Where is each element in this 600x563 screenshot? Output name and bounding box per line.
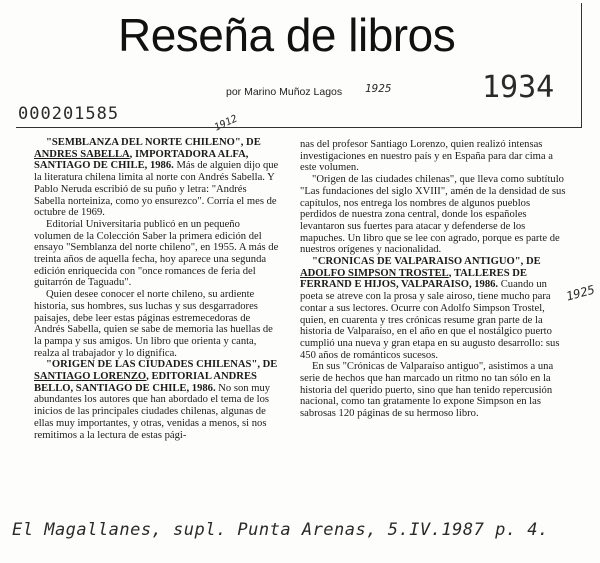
review-publisher: , IMPORTADORA ALFA, SANTIAGO DE CHILE, 1986. [34,148,249,172]
review-lorenzo [34,359,279,441]
right-column [300,139,566,420]
review-heading: "ORIGEN DE LAS CIUDADES CHILENAS", DE [46,359,278,371]
review-publisher: , TALLERES DE FERRAND E HIJOS, VALPARAISO, 1986. [300,267,527,291]
review-text: Cuando un poeta se atreve con la prosa y sale airoso, tiene mucho para contar a sus lectores. Ocurre con Adolfo Simpson Trostel, quien, en cuarenta y tres crónicas resume gran parte de la historia de Valparaíso, en el año en que el nostálgico puerto cumplió una nueva y gran etapa en su augusto desarrollo: sus 450 años de románticos sucesos. [300,279,560,361]
review-author: ANDRES SABELLA [34,148,130,160]
byline: por Marino Muñoz Lagos [226,86,343,98]
review-heading: "CRONICAS DE VALPARAISO ANTIGUO", DE [312,256,541,268]
review-author: ADOLFO SIMPSON TROSTEL [300,267,449,279]
left-column [34,137,279,441]
paragraph: nas del profesor Santiago Lorenzo, quien realizó intensas investigaciones en nuestro país y en España para dar cima a este volumen. [300,139,553,174]
paragraph: Quien desee conocer el norte chileno, su ardiente historia, sus hombres, sus luchas y sus desgarradores paisajes, debe leer estas páginas estremecedoras de Andrés Sabella, quien se sabe de memoria las huellas de la pampa y sus amigos. Un libro que orienta y canta, realza al trabajador y lo dignifica. [34,289,273,359]
review-sabella [34,137,279,219]
handwritten-year-note: 1925 [365,82,392,95]
review-text: No son muy abundantes los autores que han abordado el tema de los inicios de las principales ciudades chilenas, algunas de ellas muy importantes, y otras, venidas a menos, si nos remitimos a la lectura de estas pági- [34,382,271,441]
handwritten-year-margin: 1925 [564,282,597,304]
review-heading: "SEMBLANZA DEL NORTE CHILENO", DE [46,137,261,148]
page-title: Reseña de libros [118,9,456,61]
review-author: SANTIAGO LORENZO [34,371,147,383]
paragraph: "Origen de las ciudades chilenas", que lleva como subtítulo "Las fundaciones del siglo XVIII", amén de la densidad de sus capítulos, nos entrega los nombres de algunos pueblos perdidos de nuestra zona central, donde los españoles levantaron sus fuertes para atacar y defenderse de los mapuches. Un libro que se lee con agrado, porque es parte de nuestros orígenes y nacionalidad. [300,174,566,256]
handwritten-archive-number: 0002015​85 [18,104,120,124]
paragraph: Editorial Universitaria publicó en un pequeño volumen de la Colección Saber la primera edición del ensayo "Semblanza del norte chileno", en 1955. A más de treinta años de aquella fecha, hoy aparece una segunda edición enriquecida con "once romances de feria del guitarrón de Taguadu". [34,218,279,289]
review-text: Más de alguien dijo que la literatura chilena limita al norte con Andrés Sabella. Y Pablo Neruda escribió de su puño y letra: "Andrés Sabella norteiniza, como yo ensurezco". Corría el mes de octubre de 1969. [34,160,279,219]
handwritten-year-slanted: 1912 [212,113,240,134]
review-publisher: , EDITORIAL ANDRES BELLO, SANTIAGO DE CHILE, 1986. [34,371,257,394]
handwritten-source-note: El Magallanes, supl. Punta Arenas, 5.IV.1987 p. 4. [12,520,549,540]
handwritten-year-large: 1934 [482,70,555,105]
review-simpson [300,256,566,361]
paragraph: En sus "Crónicas de Valparaíso antiguo", asistimos a una serie de hechos que han marcado un ritmo no tan sólo en la historia del querido puerto, sino que han tenido repercusión nacional, como tan gratamente lo expone Simpson en las sabrosas 120 páginas de su hermoso libro. [300,361,554,420]
